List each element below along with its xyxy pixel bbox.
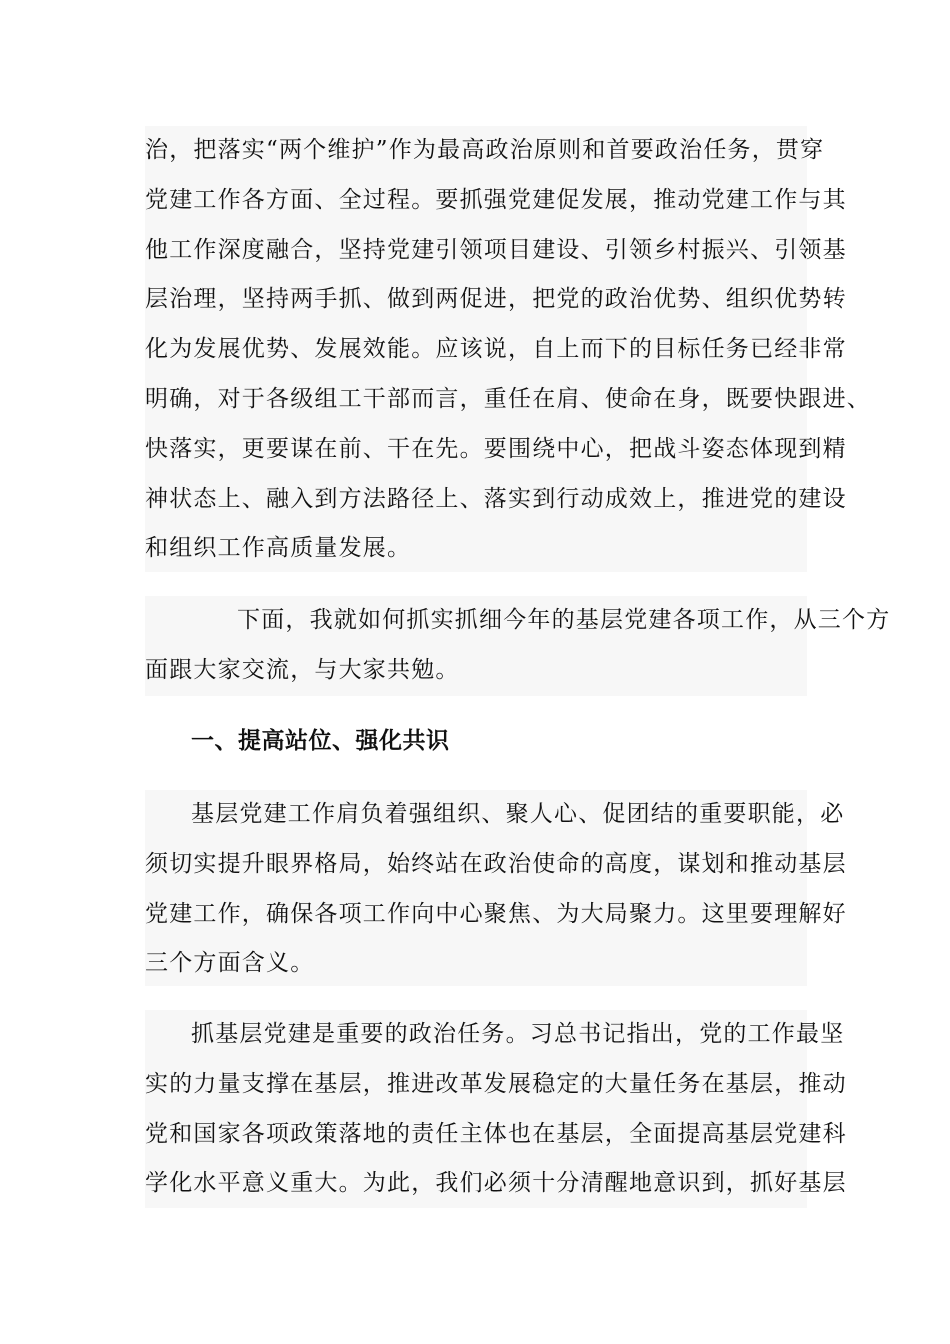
text-line: 层治理，坚持两手抓、做到两促进，把党的政治优势、组织优势转 [145,286,847,313]
section-heading [145,717,807,767]
text-line: 和组织工作高质量发展。 [145,535,412,562]
text-line: 三个方面含义。 [145,950,315,977]
heading-1: 一、提高站位、强化共识 [191,728,450,754]
paragraph-task [145,1010,847,1208]
text-line: 抓基层党建是重要的政治任务。习总书记指出，党的工作最坚 [191,1021,845,1047]
text-line: 治，把落实“两个维护”作为最高政治原则和首要政治任务，贯穿 [145,137,825,163]
text-line: 党建工作，确保各项工作向中心聚焦、为大局聚力。这里要理解好 [145,900,847,927]
text-line: 下面，我就如何抓实抓细今年的基层党建各项工作，从三个方 [237,607,891,633]
text-line: 神状态上、融入到方法路径上、落实到行动成效上，推进党的建设 [145,485,847,512]
text-line: 他工作深度融合，坚持党建引领项目建设、引领乡村振兴、引领基 [145,236,847,263]
text-line: 党建工作各方面、全过程。要抓强党建促发展，推动党建工作与其 [145,186,847,213]
text-line: 基层党建工作肩负着强组织、聚人心、促团结的重要职能，必 [191,801,845,827]
text-line: 面跟大家交流，与大家共勉。 [145,656,460,683]
text-line: 党和国家各项政策落地的责任主体也在基层，全面提高基层党建科 [145,1120,847,1147]
paragraph-continued [145,126,871,572]
paragraph-intro [145,596,891,696]
text-line: 须切实提升眼界格局，始终站在政治使命的高度，谋划和推动基层 [145,850,847,877]
text-line: 实的力量支撑在基层，推进改革发展稳定的大量任务在基层，推动 [145,1070,847,1097]
text-line: 学化水平意义重大。为此，我们必须十分清醒地意识到，抓好基层 [145,1170,847,1197]
paragraph-section1 [145,790,847,986]
text-line: 明确，对于各级组工干部而言，重任在肩、使命在身，既要快跟进、 [145,385,871,412]
text-line: 快落实，更要谋在前、干在先。要围绕中心，把战斗姿态体现到精 [145,435,847,462]
text-line: 化为发展优势、发展效能。应该说，自上而下的目标任务已经非常 [145,336,847,363]
